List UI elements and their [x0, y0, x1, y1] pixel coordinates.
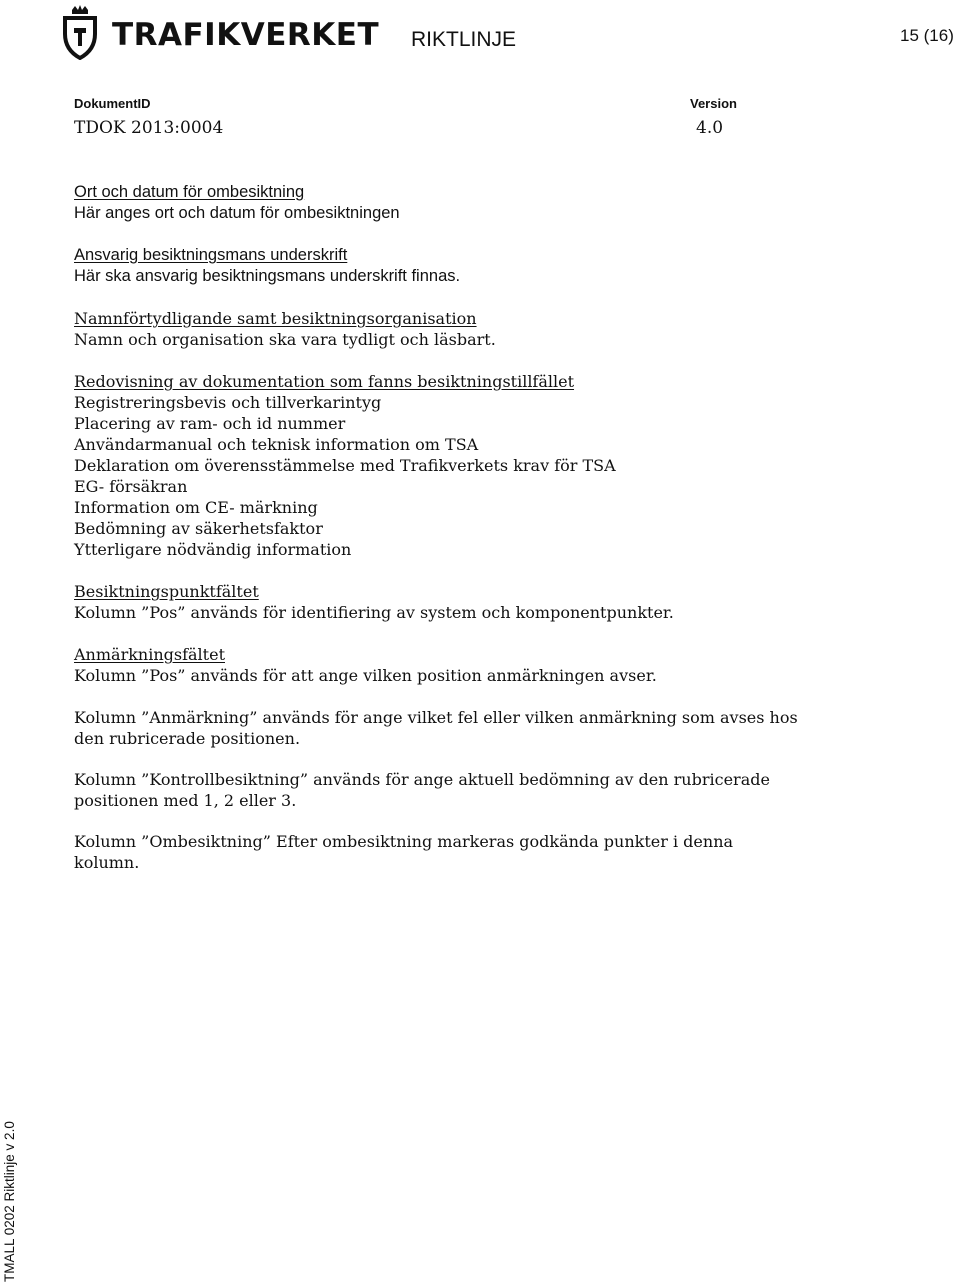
section-namn [74, 308, 834, 350]
section-anmarkning [74, 644, 834, 686]
paragraph-anmarkning: Kolumn ”Anmärkning” används för ange vilket fel eller vilken anmärkning som avses hos den rubricerade positionen. [74, 708, 798, 748]
doc-id-value: TDOK 2013:0004 [74, 118, 224, 138]
paragraph-ombesiktning: Kolumn ”Ombesiktning” Efter ombesiktning markeras godkända punkter i denna kolumn. [74, 832, 734, 872]
section-line: Här ska ansvarig besiktningsmans underskrift finnas. [74, 267, 461, 285]
list-item: EG- försäkran [74, 477, 188, 496]
section-line: Kolumn ”Pos” används för identifiering av system och komponentpunkter. [74, 603, 674, 622]
section-ansvarig [74, 245, 834, 287]
logo-wordmark: TRAFIKVERKET [112, 17, 380, 53]
crown-emblem-icon [58, 4, 102, 60]
section-besiktningspunkt [74, 581, 834, 623]
section-line: Namn och organisation ska vara tydligt och läsbart. [74, 330, 496, 349]
version-value: 4.0 [696, 118, 724, 138]
list-item: Placering av ram- och id nummer [74, 414, 346, 433]
trafikverket-logo [58, 4, 379, 60]
list-item: Ytterligare nödvändig information [74, 540, 352, 559]
doc-id-label: DokumentID [74, 96, 151, 111]
document-type: RIKTLINJE [411, 28, 517, 51]
section-heading: Anmärkningsfältet [74, 645, 225, 664]
list-item: Användarmanual och teknisk information om TSA [74, 435, 479, 454]
template-id: TMALL 0202 Riktlinje v 2.0 [2, 1121, 17, 1282]
list-item: Deklaration om överensstämmelse med Trafikverkets krav för TSA [74, 456, 616, 475]
version-label: Version [690, 96, 737, 111]
section-heading: Ansvarig besiktningsmans underskrift [74, 246, 348, 264]
page-number: 15 (16) [900, 26, 954, 45]
list-item: Registreringsbevis och tillverkarintyg [74, 393, 382, 412]
paragraph-kontrollbesiktning: Kolumn ”Kontrollbesiktning” används för ange aktuell bedömning av den rubricerade positionen med 1, 2 eller 3. [74, 770, 770, 810]
section-line: Kolumn ”Pos” används för att ange vilken position anmärkningen avser. [74, 666, 657, 685]
section-ort [74, 182, 834, 224]
list-item: Information om CE- märkning [74, 498, 318, 517]
section-heading: Namnförtydligande samt besiktningsorganisation [74, 309, 477, 328]
section-redovisning [74, 371, 834, 560]
section-heading: Redovisning av dokumentation som fanns besiktningstillfället [74, 372, 575, 391]
section-line: Här anges ort och datum för ombesiktningen [74, 204, 400, 222]
section-heading: Besiktningspunktfältet [74, 582, 259, 601]
list-item: Bedömning av säkerhetsfaktor [74, 519, 323, 538]
document-body [74, 182, 834, 893]
section-heading: Ort och datum för ombesiktning [74, 183, 305, 201]
